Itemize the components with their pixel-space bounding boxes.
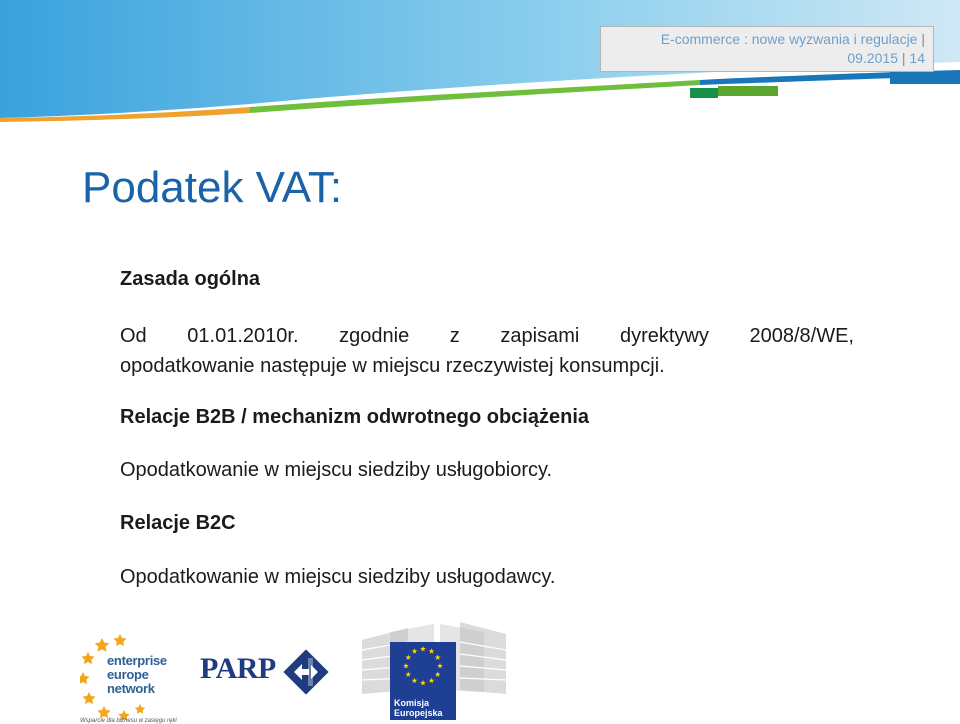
ec-wordmark: Komisja Europejska: [394, 698, 443, 718]
header-info-box: [600, 26, 934, 72]
european-commission-logo: [360, 620, 510, 720]
section-heading-b2b: Relacje B2B / mechanizm odwrotnego obciążenia: [120, 406, 590, 428]
parp-wordmark: PARP: [200, 652, 276, 685]
general-rule-line-2: opodatkowanie następuje w miejscu rzeczywistej konsumpcji.: [120, 355, 665, 377]
parp-logo: [200, 648, 330, 698]
footer-logos: [0, 620, 960, 724]
b2c-paragraph: Opodatkowanie w miejscu siedziby usługodawcy.: [120, 566, 556, 588]
slide-number: 14: [909, 50, 925, 66]
parp-arrows-icon: [282, 648, 330, 696]
enterprise-europe-network-logo: [80, 634, 177, 724]
general-rule-line-1: Od 01.01.2010r. zgodnie z zapisami dyrektywy 2008/8/WE,: [120, 325, 854, 347]
section-heading-general-rule: Zasada ogólna: [120, 268, 261, 290]
slide-meta: 09.2015 | 14: [847, 50, 925, 66]
een-tagline: Wsparcie dla biznesu w zasięgu ręki: [80, 718, 177, 724]
slide-date: 09.2015: [847, 50, 898, 66]
slide-title: Podatek VAT:: [82, 163, 343, 212]
section-heading-b2c: Relacje B2C: [120, 512, 236, 534]
een-wordmark: enterprise europe network: [107, 653, 167, 696]
general-rule-paragraph: [120, 321, 854, 381]
b2b-paragraph: Opodatkowanie w miejscu siedziby usługobiorcy.: [120, 459, 553, 481]
course-title: E-commerce : nowe wyzwania i regulacje |: [660, 31, 925, 47]
slide-content: [120, 265, 854, 592]
